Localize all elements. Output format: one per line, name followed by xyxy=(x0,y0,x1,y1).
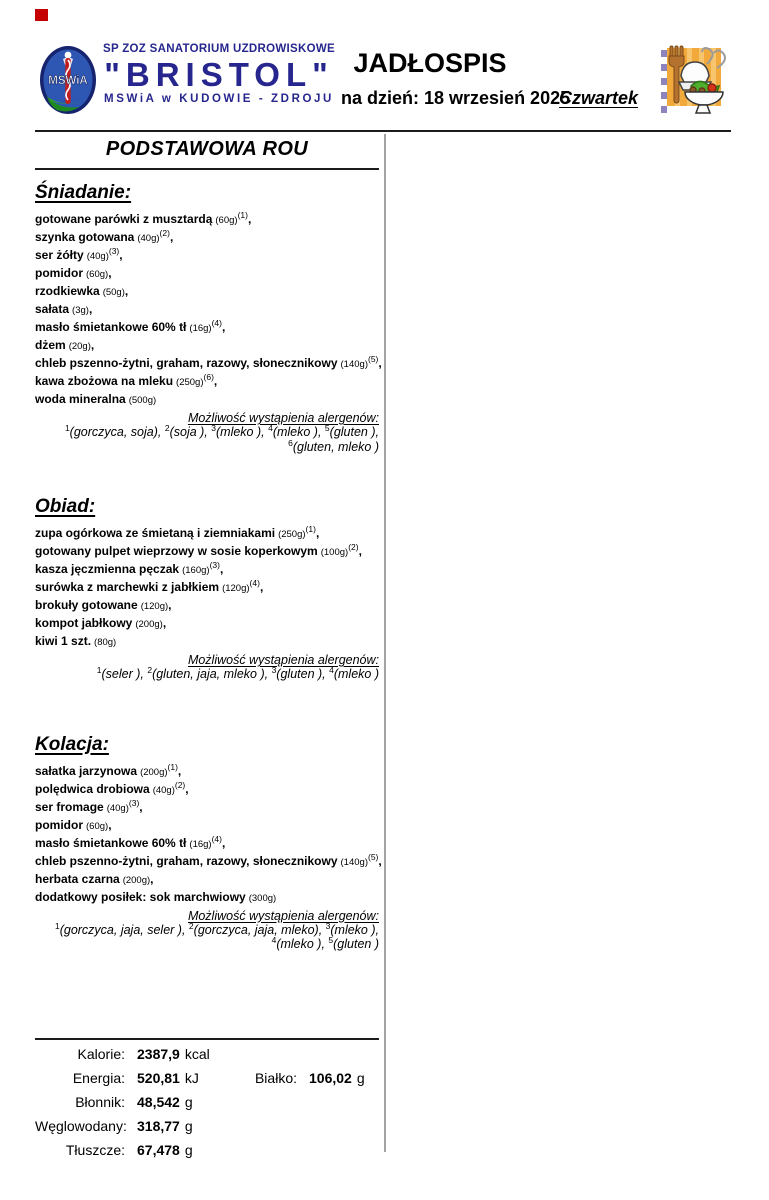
menu-item xyxy=(35,763,379,781)
item-separator: , xyxy=(259,580,264,594)
allergen-text: (gorczyca, jaja, mleko), xyxy=(193,922,326,937)
menu-item xyxy=(35,871,379,889)
allergen-segment xyxy=(271,934,329,951)
item-weight: (120g) xyxy=(222,583,250,594)
item-separator: , xyxy=(124,284,129,298)
item-name: kawa zbożowa na mleku xyxy=(35,374,174,388)
item-weight: (16g) xyxy=(189,838,212,850)
item-weight: (60g) xyxy=(215,215,238,226)
allergen-number: 3 xyxy=(211,422,216,433)
item-separator: , xyxy=(247,212,252,226)
nutrition-row-kalorie xyxy=(35,1046,379,1062)
allergen-heading: Możliwość wystąpienia alergenów: xyxy=(187,653,379,667)
allergen-number: 4 xyxy=(329,664,334,675)
menu-column xyxy=(35,138,382,952)
allergen-segment xyxy=(328,934,379,951)
allergen-number: 1 xyxy=(54,920,60,931)
allergen-segment xyxy=(324,422,379,439)
item-weight: (120g) xyxy=(140,601,169,612)
item-allergen-ref: (4) xyxy=(249,578,260,588)
allergen-text: (soja ), xyxy=(169,425,212,439)
item-separator: , xyxy=(139,799,143,814)
allergen-text: (gorczyca, jaja, seler ), xyxy=(59,922,189,937)
item-separator: , xyxy=(162,616,167,630)
menu-item xyxy=(35,211,379,229)
nutrition-row-energia xyxy=(35,1070,379,1086)
item-allergen-ref: (3) xyxy=(209,560,220,570)
item-allergen-ref: (5) xyxy=(367,354,379,364)
menu-item xyxy=(35,781,379,799)
item-name: gotowany pulpet wieprzowy w sosie koperkowym xyxy=(35,544,318,558)
nutrition-value: 2387,9 xyxy=(137,1046,180,1062)
allergen-segment xyxy=(268,422,325,439)
item-name: pomidor xyxy=(35,817,83,832)
item-allergen-ref: (2) xyxy=(159,228,170,238)
section-heading-sniadanie: Śniadanie: xyxy=(35,182,132,203)
allergen-segment xyxy=(164,422,212,439)
item-name: gotowane parówki z musztardą xyxy=(35,212,213,226)
item-allergen-ref: (2) xyxy=(348,542,359,552)
item-weight: (40g) xyxy=(86,251,109,262)
menu-item xyxy=(35,799,379,817)
nutrition-row-tluszcze xyxy=(35,1142,379,1158)
org-name: "BRISTOL" xyxy=(104,55,334,93)
allergen-note xyxy=(35,411,379,454)
allergen-text: (mleko ), xyxy=(216,425,269,439)
header xyxy=(35,42,735,122)
allergen-number: 3 xyxy=(271,664,277,675)
item-separator: , xyxy=(378,356,382,370)
allergen-note xyxy=(35,909,379,952)
item-name: brokuły gotowane xyxy=(35,598,138,612)
item-separator: , xyxy=(108,266,112,280)
item-separator: , xyxy=(90,338,95,352)
section-sniadanie xyxy=(35,182,382,454)
allergen-text: (gluten, jaja, mleko ), xyxy=(152,667,272,681)
item-weight: (20g) xyxy=(68,341,91,352)
nutrition-value: 106,02 xyxy=(309,1070,352,1086)
allergen-segment xyxy=(64,422,165,439)
nutrition-rule xyxy=(35,1038,379,1040)
allergen-number: 5 xyxy=(328,934,334,945)
item-separator: , xyxy=(358,544,362,558)
item-allergen-ref: (4) xyxy=(211,833,222,844)
allergen-segment xyxy=(147,664,272,681)
section-kolacja xyxy=(35,733,382,952)
item-name: kompot jabłkowy xyxy=(35,616,133,630)
allergen-number: 1 xyxy=(64,422,70,433)
item-weight: (200g) xyxy=(135,619,163,630)
allergen-number: 4 xyxy=(268,422,273,433)
menu-item xyxy=(35,543,379,561)
nutrition-unit: g xyxy=(356,1070,365,1086)
allergen-segment xyxy=(271,664,330,681)
item-weight: (3g) xyxy=(72,305,89,316)
item-name: ser fromage xyxy=(35,799,104,814)
menu-item xyxy=(35,633,379,651)
date-line: na dzień: 18 wrzesień 2025 xyxy=(341,88,571,108)
menu-item xyxy=(35,579,379,597)
menu-item xyxy=(35,615,379,633)
menu-item xyxy=(35,851,382,871)
menu-item xyxy=(35,597,379,615)
mswia-badge-logo xyxy=(39,44,97,121)
item-allergen-ref: (3) xyxy=(108,246,120,256)
nutrition-row-blonnik xyxy=(35,1094,379,1110)
item-name: polędwica drobiowa xyxy=(35,781,150,796)
allergen-segment xyxy=(329,664,379,681)
diet-title-rule xyxy=(35,168,379,170)
item-weight: (140g) xyxy=(340,856,368,868)
allergen-segment xyxy=(188,920,326,937)
menu-item xyxy=(35,817,379,835)
allergen-segment xyxy=(211,422,269,439)
nutrition-bialko-pair xyxy=(235,1070,365,1086)
nutrition-label: Węglowodany: xyxy=(35,1118,127,1134)
allergen-number: 5 xyxy=(324,422,330,433)
nutrition-label: Tłuszcze: xyxy=(65,1142,125,1158)
item-weight: (160g) xyxy=(182,565,210,576)
nutrition-value: 67,478 xyxy=(137,1142,180,1158)
menu-item xyxy=(35,391,379,409)
organization-block xyxy=(90,44,348,105)
allergen-text: (gluten, mleko ) xyxy=(292,439,379,454)
allergen-heading: Możliwość wystąpienia alergenów: xyxy=(187,908,379,923)
menu-item xyxy=(35,889,379,907)
item-weight: (60g) xyxy=(86,269,109,280)
item-weight: (80g) xyxy=(94,637,117,648)
item-separator: , xyxy=(219,562,224,576)
weekday-label: Czwartek xyxy=(559,88,639,108)
nutrition-unit: g xyxy=(184,1118,193,1134)
item-name: herbata czarna xyxy=(35,871,120,886)
nutrition-label: Energia: xyxy=(72,1070,125,1086)
item-weight: (300g) xyxy=(248,892,277,904)
menu-item xyxy=(35,265,379,283)
item-separator: , xyxy=(169,230,174,244)
item-weight: (16g) xyxy=(189,323,212,334)
item-weight: (40g) xyxy=(137,233,160,244)
allergen-text: (mleko ), xyxy=(276,937,329,951)
item-name: kiwi 1 szt. xyxy=(35,634,92,648)
mswia-badge-icon xyxy=(39,44,97,116)
allergen-list xyxy=(35,422,379,454)
column-divider-line xyxy=(384,134,386,1152)
nutrition-unit: g xyxy=(184,1094,193,1110)
nutrition-value: 520,81 xyxy=(137,1070,180,1086)
item-weight: (100g) xyxy=(320,547,349,558)
item-weight: (50g) xyxy=(102,287,125,298)
allergen-text: (mleko ) xyxy=(333,667,379,681)
org-line1: SP ZOZ SANATORIUM UZDROWISKOWE xyxy=(103,43,335,55)
item-name: zupa ogórkowa ze śmietaną i ziemniakami xyxy=(35,526,276,540)
page-title: JADŁOSPIS xyxy=(353,48,507,78)
allergen-number: 4 xyxy=(271,934,277,945)
allergen-segment xyxy=(54,920,189,937)
allergen-segment xyxy=(325,920,379,937)
allergen-text: (gluten ) xyxy=(333,937,379,951)
item-name: kasza jęczmienna pęczak xyxy=(35,562,180,576)
item-separator: , xyxy=(168,598,172,612)
item-separator: , xyxy=(177,763,182,778)
item-name: rzodkiewka xyxy=(35,284,100,298)
nutrition-value: 318,77 xyxy=(137,1118,180,1134)
item-name: masło śmietankowe 60% tł xyxy=(35,320,187,334)
item-separator: , xyxy=(185,781,189,796)
nutrition-unit: kJ xyxy=(184,1070,199,1086)
item-separator: , xyxy=(221,835,226,850)
item-weight: (40g) xyxy=(106,802,129,814)
item-allergen-ref: (2) xyxy=(174,779,186,790)
item-weight: (250g) xyxy=(176,377,204,388)
menu-item xyxy=(35,301,379,319)
item-name: dżem xyxy=(35,338,66,352)
item-separator: , xyxy=(150,871,154,886)
menu-item xyxy=(35,283,379,301)
allergen-number: 3 xyxy=(325,920,331,931)
item-separator: , xyxy=(213,374,218,388)
item-allergen-ref: (1) xyxy=(237,210,248,220)
menu-item xyxy=(35,319,379,337)
menu-item xyxy=(35,229,379,247)
allergen-text: (mleko ), xyxy=(330,922,379,937)
allergen-number: 2 xyxy=(164,422,170,433)
nutrition-label: Białko: xyxy=(254,1070,297,1086)
nutrition-unit: g xyxy=(184,1142,193,1158)
svg-text:MSWiA: MSWiA xyxy=(48,75,88,87)
item-name: chleb pszenno-żytni, graham, razowy, słonecznikowy xyxy=(35,356,338,370)
section-obiad xyxy=(35,496,379,682)
kolacja-items xyxy=(35,761,382,907)
section-heading-kolacja: Kolacja: xyxy=(35,733,109,755)
menu-item xyxy=(35,247,379,265)
item-name: szynka gotowana xyxy=(35,230,135,244)
item-name: dodatkowy posiłek: sok marchwiowy xyxy=(35,889,246,904)
header-divider-line xyxy=(35,130,731,132)
item-weight: (500g) xyxy=(128,395,157,406)
allergen-number: 6 xyxy=(288,437,293,448)
item-allergen-ref: (1) xyxy=(305,524,316,534)
item-name: chleb pszenno-żytni, graham, razowy, słonecznikowy xyxy=(35,853,338,868)
item-weight: (140g) xyxy=(340,359,368,370)
menu-item xyxy=(35,525,379,543)
nutrition-label: Błonnik: xyxy=(75,1094,125,1110)
item-separator: , xyxy=(88,302,93,316)
item-name: woda mineralna xyxy=(35,392,126,406)
item-separator: , xyxy=(221,320,226,334)
menu-item xyxy=(35,354,382,373)
item-allergen-ref: (5) xyxy=(367,851,379,862)
allergen-number: 1 xyxy=(96,664,102,675)
nutrition-row-weglowodany xyxy=(35,1118,379,1134)
allergen-list xyxy=(35,664,379,682)
diet-title: PODSTAWOWA ROU xyxy=(105,138,309,160)
item-name: surówka z marchewki z jabłkiem xyxy=(35,580,220,594)
obiad-items xyxy=(35,525,379,651)
allergen-text: (seler ), xyxy=(101,667,148,681)
org-line2: MSWiA w KUDOWIE - ZDROJU xyxy=(104,92,334,105)
menu-item xyxy=(35,835,379,853)
nutrition-summary xyxy=(35,1038,379,1166)
nutrition-label: Kalorie: xyxy=(77,1046,125,1062)
allergen-text: (gorczyca, soja), xyxy=(69,425,165,439)
red-corner-mark xyxy=(35,9,48,21)
allergen-note xyxy=(35,653,379,682)
allergen-list xyxy=(35,920,379,952)
item-allergen-ref: (4) xyxy=(211,318,222,328)
item-weight: (40g) xyxy=(152,784,175,796)
nutrition-unit: kcal xyxy=(184,1046,210,1062)
allergen-heading: Możliwość wystąpienia alergenów: xyxy=(187,411,379,425)
allergen-segment xyxy=(96,664,148,681)
meal-clipart-icon xyxy=(655,42,731,127)
item-name: ser żółty xyxy=(35,248,84,262)
item-name: sałata xyxy=(35,302,70,316)
allergen-segment xyxy=(288,437,379,454)
item-separator: , xyxy=(315,526,320,540)
menu-item xyxy=(35,561,379,579)
item-name: sałatka jarzynowa xyxy=(35,763,138,778)
item-weight: (250g) xyxy=(278,529,306,540)
allergen-text: (gluten ), xyxy=(329,425,379,439)
item-allergen-ref: (1) xyxy=(167,761,178,772)
item-allergen-ref: (6) xyxy=(203,372,214,382)
item-weight: (200g) xyxy=(122,874,151,886)
item-weight: (60g) xyxy=(86,820,109,832)
item-separator: , xyxy=(119,248,123,262)
allergen-text: (mleko ), xyxy=(272,425,325,439)
nutrition-value: 48,542 xyxy=(137,1094,180,1110)
menu-item xyxy=(35,337,379,355)
item-weight: (200g) xyxy=(140,766,168,778)
item-allergen-ref: (3) xyxy=(128,797,140,808)
allergen-number: 2 xyxy=(147,664,153,675)
item-separator: , xyxy=(108,817,112,832)
sniadanie-items xyxy=(35,210,382,409)
allergen-text: (gluten ), xyxy=(276,667,330,681)
section-heading-obiad: Obiad: xyxy=(35,496,96,517)
item-separator: , xyxy=(378,853,382,868)
allergen-number: 2 xyxy=(188,920,194,931)
menu-item xyxy=(35,373,379,391)
item-name: pomidor xyxy=(35,266,83,280)
item-name: masło śmietankowe 60% tł xyxy=(35,835,187,850)
